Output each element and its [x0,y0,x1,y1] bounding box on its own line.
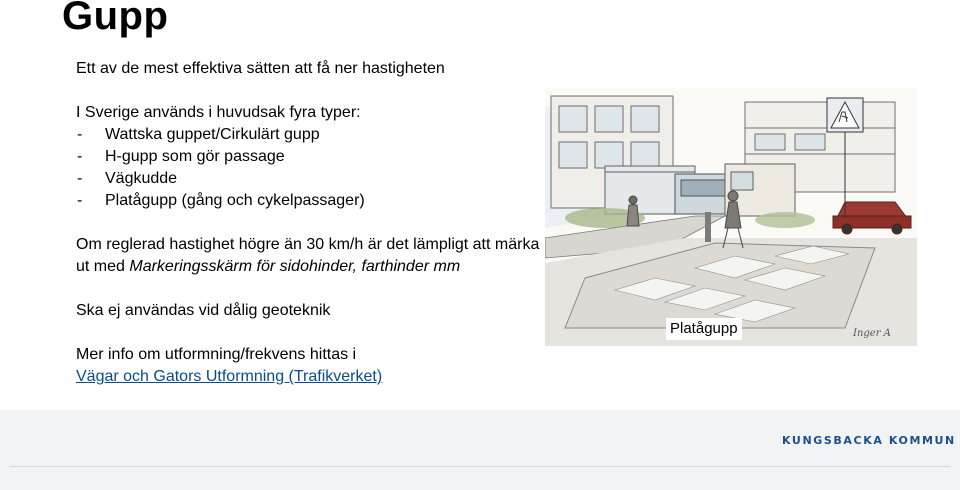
recommendation-text [76,234,554,278]
platagupp-illustration [545,88,917,346]
street-sketch [545,88,917,346]
illustration-signature: Inger A [853,328,891,339]
kungsbacka-logo: KUNGSBACKA KOMMUN [782,434,956,447]
trafikverket-link[interactable]: Vägar och Gators Utformning (Trafikverket) [76,368,383,385]
list-item: - Platågupp (gång och cykelpassager) [76,190,556,212]
slide-body [76,58,556,388]
intro-text: Ett av de mest effektiva sätten att få ner hastigheten [76,60,445,77]
more-info-text: Mer info om utformning/frekvens hittas i [76,346,357,363]
list-item: - Vägkudde [76,168,556,190]
types-list [76,124,556,212]
types-heading: I Sverige används i huvudsak fyra typer: [76,104,361,121]
footer-divider [10,466,950,467]
slide-title: Gupp [62,0,169,38]
recommendation-start: Om reglerad hastighet högre än 30 km/h är det lämpligt att märka ut med [76,236,540,275]
illustration-caption: Platågupp [666,318,742,340]
list-item: - Wattska guppet/Cirkulärt gupp [76,124,556,146]
recommendation-emphasis: Markeringsskärm för sidohinder, farthinder mm [129,258,461,275]
footer-band [0,410,960,490]
list-item: - H-gupp som gör passage [76,146,556,168]
geotech-note: Ska ej användas vid dålig geoteknik [76,302,331,319]
